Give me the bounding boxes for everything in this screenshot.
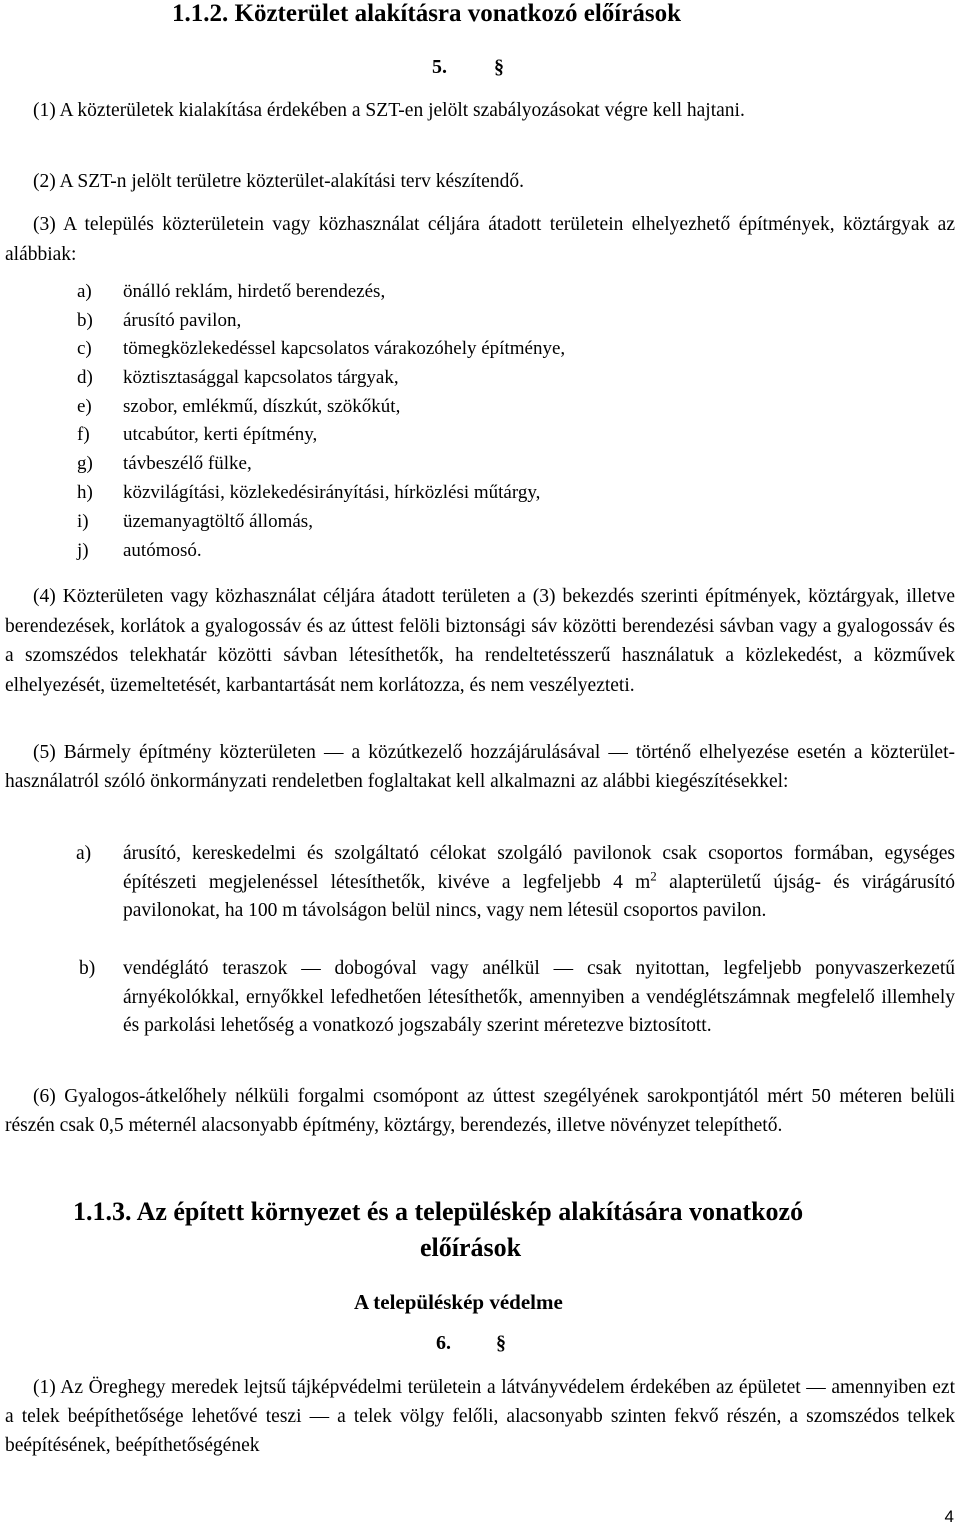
list-item: h) közvilágítási, közlekedésirányítási, hírközlési műtárgy,	[77, 482, 541, 503]
section-number: 6.	[436, 1332, 451, 1354]
list-marker: b)	[79, 958, 96, 979]
section-heading-1-1-3-line2: előírások	[420, 1233, 522, 1262]
section-symbol: §	[496, 1332, 506, 1354]
paragraph-number-6	[436, 1332, 506, 1355]
paragraph-5-1: (1) A közterületek kialakítása érdekében a SZT-en jelölt szabályozásokat végre kell hajtani.	[33, 100, 745, 121]
section-number: 5.	[432, 56, 447, 78]
list-item: g) távbeszélő fülke,	[77, 453, 252, 474]
list-5-5-item-a	[76, 840, 955, 926]
paragraph-5-5: (5) Bármely építmény közterületen — a közútkezelő hozzájárulásával — történő elhelyezése esetén a közterület-használatról szóló önkormányzati rendeletben foglaltakat kell alkalmazni az alábbi kiegészítésekkel:	[5, 742, 955, 792]
list-item: e) szobor, emlékmű, díszkút, szökőkút,	[77, 396, 401, 417]
list-5-5-item-b	[79, 955, 955, 1041]
list-item: c) tömegközlekedéssel kapcsolatos várakozóhely építménye,	[77, 338, 566, 359]
list-text: vendéglátó teraszok — dobogóval vagy anélkül — csak nyitottan, legfeljebb ponyvaszerkezetű árnyékolókkal, ernyőkkel lefedhetően létesíthetők, amennyiben a vendéglétszámnak megfelelő illemhely és parkolási lehetőség a vonatkozó jogszabály szerint méretezve biztosított.	[123, 958, 955, 1036]
page-number: 4	[944, 1507, 954, 1526]
list-item: j) autómosó.	[77, 540, 202, 561]
section-symbol: §	[494, 56, 504, 78]
paragraph-6-1: (1) Az Öreghegy meredek lejtsű tájképvédelmi területein a látványvédelem érdekében az épületet — amennyiben ezt a telek beépíthetősége lehetővé teszi — a telek völgy felőli, alacsonyabb szinten fekvő részén, a szomszédos telkek beépítésének, beépíthetőségének	[5, 1377, 955, 1456]
list-text-continued: alapterületű újság- és virágárusító pavilonokat, ha 100 m távolságon belül nincs, vagy nem létesül csoportos pavilon.	[123, 871, 955, 921]
subheading-telepuleskep-vedelme: A településkép védelme	[354, 1290, 563, 1314]
paragraph-5-6: (6) Gyalogos-átkelőhely nélküli forgalmi csomópont az úttest szegélyének sarokpontjától mért 50 méteren belüli részén csak 0,5 méternél alacsonyabb építmény, köztárgy, berendezés, illetve növényzet telepíthető.	[5, 1086, 955, 1136]
paragraph-number-5	[432, 56, 504, 79]
superscript: 2	[650, 868, 657, 883]
list-item: b) árusító pavilon,	[77, 310, 242, 331]
list-text: árusító, kereskedelmi és szolgáltató célokat szolgáló pavilonok csak csoportos formában, egységes építészeti megjelenéssel létesíthetők, kivéve a legfeljebb 4 m	[123, 843, 955, 893]
paragraph-5-4: (4) Közterületen vagy közhasználat céljára átadott területen a (3) bekezdés szerinti építmények, köztárgyak, illetve berendezések, korlátok a gyalogossáv és az úttest felöli biztonsági sáv közötti berendezési sávban vagy a gyalogossáv és a szomszédos telekhatár közötti sávban létesíthetők, ha rendeltetésszerű használatuk a közlekedést, a közművek elhelyezését, üzemeltetését, karbantartását nem korlátozza, és nem veszélyezteti.	[5, 586, 955, 696]
section-heading-1-1-2: 1.1.2. Közterület alakításra vonatkozó előírások	[172, 0, 681, 27]
section-heading-1-1-3-line1: 1.1.3. Az épített környezet és a településkép alakítására vonatkozó	[73, 1197, 804, 1226]
list-marker: a)	[76, 843, 92, 864]
list-item: i) üzemanyagtöltő állomás,	[77, 511, 313, 532]
list-item: a) önálló reklám, hirdető berendezés,	[77, 281, 386, 302]
paragraph-5-2: (2) A SZT-n jelölt területre közterület-alakítási terv készítendő.	[33, 171, 524, 192]
list-item: d) köztisztasággal kapcsolatos tárgyak,	[77, 367, 399, 388]
paragraph-5-3: (3) A település közterületein vagy közhasználat céljára átadott területein elhelyezhető építmények, köztárgyak az alábbiak:	[5, 214, 955, 265]
list-item: f) utcabútor, kerti építmény,	[77, 424, 318, 445]
